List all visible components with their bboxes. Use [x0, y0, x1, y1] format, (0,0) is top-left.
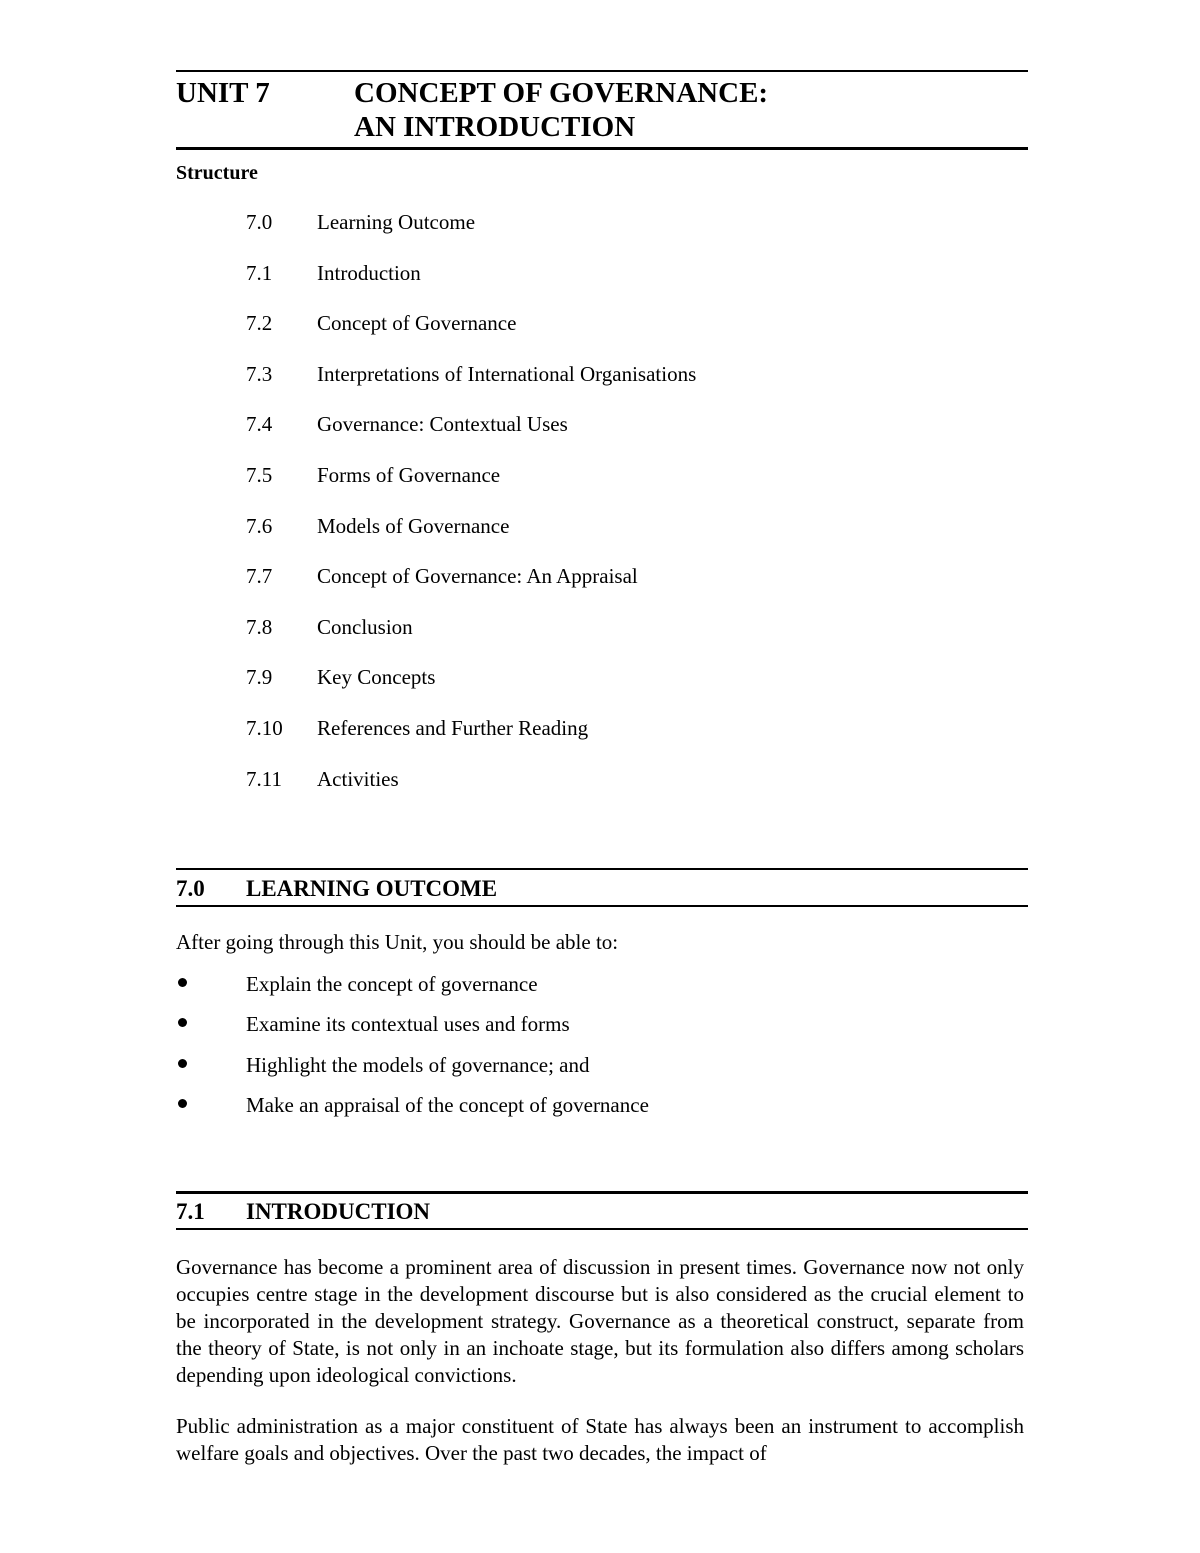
introduction-paragraph-2: Public administration as a major constituent of State has always been an instrument to accomplish welfare goals and objectives. Over the past two decades, the impact of	[176, 1414, 1024, 1465]
list-item-text: Explain the concept of governance	[246, 972, 538, 996]
toc-title: Governance: Contextual Uses	[317, 412, 568, 437]
unit-title: CONCEPT OF GOVERNANCE: AN INTRODUCTION	[354, 77, 769, 143]
toc-title: References and Further Reading	[317, 715, 589, 740]
toc-item	[246, 564, 946, 615]
toc-title: Introduction	[317, 260, 421, 285]
structure-label: Structure	[176, 162, 258, 184]
toc-number: 7.3	[246, 361, 273, 386]
list-item	[176, 1053, 1028, 1093]
bullet-icon	[178, 1018, 187, 1027]
toc-number: 7.8	[246, 614, 273, 639]
toc-item	[246, 210, 946, 261]
section-bottom-rule	[176, 1228, 1028, 1230]
section-top-rule	[176, 1191, 1028, 1194]
toc-item	[246, 311, 946, 362]
toc-item	[246, 665, 946, 716]
toc-number: 7.7	[246, 564, 273, 589]
toc-item	[246, 261, 946, 312]
toc-item	[246, 716, 946, 767]
list-item-text: Highlight the models of governance; and	[246, 1052, 590, 1077]
bullet-icon	[178, 1099, 187, 1108]
list-item-text: Examine its contextual uses and forms	[246, 1012, 570, 1037]
bullet-icon	[178, 978, 187, 987]
toc-title: Learning Outcome	[317, 210, 476, 234]
header-bottom-rule	[176, 147, 1028, 150]
toc-number: 7.1	[246, 260, 273, 285]
toc-number: 7.11	[246, 766, 282, 791]
toc-item	[246, 767, 946, 818]
section-title: INTRODUCTION	[246, 1199, 431, 1224]
bullet-icon	[178, 1059, 187, 1068]
toc-item	[246, 412, 946, 463]
toc-number: 7.4	[246, 412, 273, 437]
toc-title: Models of Governance	[317, 513, 510, 538]
section-bottom-rule	[176, 905, 1028, 907]
toc-number: 7.9	[246, 665, 273, 690]
introduction-paragraph-1: Governance has become a prominent area of discussion in present times. Governance now not only occupies centre stage in the development discourse but is also considered as the crucial element to be incorporated in the development strategy. Governance as a theoretical construct, separate from the theory of State, is not only in an inchoate stage, but its formulation also differs among scholars depending upon ideological convictions.	[176, 1255, 1024, 1387]
toc-title: Key Concepts	[317, 665, 436, 690]
toc-title: Conclusion	[317, 614, 413, 639]
toc-title: Forms of Governance	[317, 462, 501, 487]
toc-title: Concept of Governance: An Appraisal	[317, 564, 638, 589]
list-item	[176, 972, 1028, 1012]
section-number: 7.1	[176, 1199, 205, 1224]
toc-number: 7.5	[246, 462, 273, 487]
toc-number: 7.2	[246, 311, 273, 336]
toc-title: Activities	[317, 766, 399, 791]
section-number: 7.0	[176, 876, 205, 901]
section-title: LEARNING OUTCOME	[246, 876, 498, 901]
list-item	[176, 1012, 1028, 1052]
toc-number: 7.0	[246, 210, 273, 234]
header-top-rule	[176, 70, 1028, 72]
toc-title: Concept of Governance	[317, 311, 517, 336]
list-item-text: Make an appraisal of the concept of governance	[246, 1093, 649, 1118]
toc-item	[246, 362, 946, 413]
section-top-rule	[176, 868, 1028, 870]
table-of-contents	[246, 210, 946, 817]
learning-outcome-intro: After going through this Unit, you should be able to:	[176, 930, 619, 954]
toc-number: 7.6	[246, 513, 273, 538]
toc-title: Interpretations of International Organisations	[317, 361, 697, 386]
list-item	[176, 1093, 1028, 1133]
toc-number: 7.10	[246, 715, 283, 740]
unit-label: UNIT 7	[176, 77, 270, 109]
toc-item	[246, 514, 946, 565]
learning-outcome-list	[176, 972, 1028, 1134]
toc-item	[246, 615, 946, 666]
toc-item	[246, 463, 946, 514]
